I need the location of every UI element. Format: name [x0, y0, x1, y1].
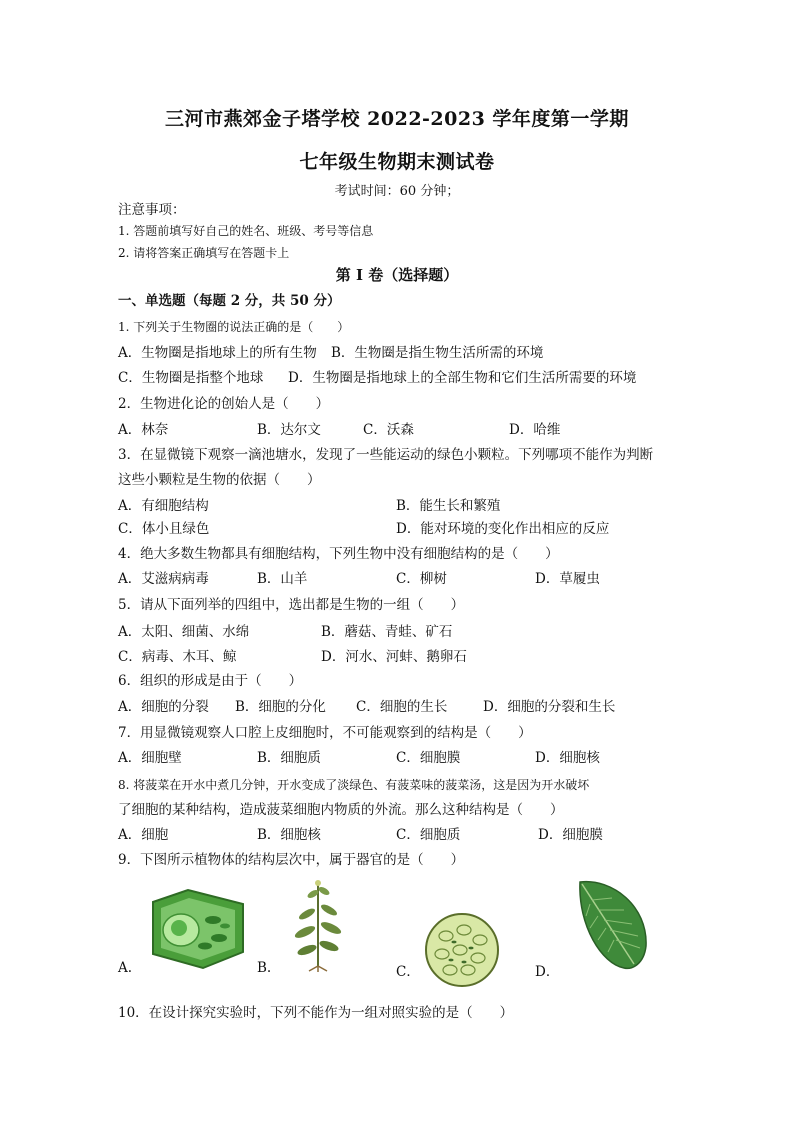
option: C．沃森	[363, 422, 414, 438]
exam-title: 三河市燕郊金子塔学校 2022-2023 学年度第一学期	[165, 108, 629, 130]
option: B．细胞的分化	[235, 699, 326, 715]
option: C．生物圈是指整个地球	[118, 370, 264, 386]
option: D．哈维	[509, 422, 561, 438]
option: A．细胞壁	[118, 750, 182, 766]
option: A．有细胞结构	[118, 498, 209, 514]
option: B．蘑菇、青蛙、矿石	[321, 624, 453, 640]
option: A．林奈	[118, 422, 169, 438]
option: C．体小且绿色	[118, 521, 210, 537]
option: A．艾滋病病毒	[118, 571, 209, 587]
whole-plant-image	[283, 876, 353, 972]
option: D．能对环境的变化作出相应的反应	[396, 521, 610, 537]
option-label: D．	[535, 964, 560, 980]
question-stem: 这些小颗粒是生物的依据（ ）	[118, 472, 321, 488]
option: A．生物圈是指地球上的所有生物	[118, 345, 317, 361]
question-stem: 8. 将菠菜在开水中煮几分钟，开水变成了淡绿色、有菠菜味的菠菜汤，这是因为开水破坏	[118, 778, 590, 792]
part-title: 一、单选题（每题 2 分，共 50 分）	[118, 293, 341, 309]
question-stem: 6．组织的形成是由于（ ）	[118, 673, 303, 689]
option: A．太阳、细菌、水绵	[118, 624, 250, 640]
option: C．细胞膜	[396, 750, 461, 766]
option: A．细胞的分裂	[118, 699, 209, 715]
option: B．达尔文	[257, 422, 321, 438]
exam-time: 考试时间：60 分钟；	[334, 184, 460, 199]
option: D．草履虫	[535, 571, 600, 587]
option: C．细胞质	[396, 827, 461, 843]
question-stem: 4．绝大多数生物都具有细胞结构，下列生物中没有细胞结构的是（ ）	[118, 546, 559, 562]
question-stem: 3．在显微镜下观察一滴池塘水，发现了一些能运动的绿色小颗粒。下列哪项不能作为判断	[118, 447, 654, 463]
question-stem: 10．在设计探究实验时，下列不能作为一组对照实验的是（ ）	[118, 1005, 514, 1021]
option: D．细胞膜	[538, 827, 603, 843]
option: C．细胞的生长	[356, 699, 448, 715]
question-stem: 5．请从下面列举的四组中，选出都是生物的一组（ ）	[118, 597, 465, 613]
volume-title: 第 I 卷（选择题）	[335, 266, 459, 284]
option: A．细胞	[118, 827, 169, 843]
note-item: 1. 答题前填写好自己的姓名、班级、考号等信息	[118, 224, 374, 238]
option: B．山羊	[257, 571, 308, 587]
question-stem: 2．生物进化论的创始人是（ ）	[118, 396, 330, 412]
exam-subtitle: 七年级生物期末测试卷	[299, 151, 495, 173]
option: D．细胞的分裂和生长	[483, 699, 616, 715]
option-label: A.	[118, 960, 133, 976]
option: C．柳树	[396, 571, 447, 587]
leaf-image	[572, 876, 652, 972]
plant-cell-image	[143, 882, 253, 972]
option: D．河水、河蚌、鹅卵石	[321, 649, 467, 665]
option-label: B.	[257, 960, 272, 976]
option: C．病毒、木耳、鲸	[118, 649, 237, 665]
note-item: 2. 请将答案正确填写在答题卡上	[118, 246, 290, 260]
option: B．生物圈是指生物生活所需的环境	[331, 345, 544, 361]
question-stem: 了细胞的某种结构，造成菠菜细胞内物质的外流。那么这种结构是（ ）	[118, 802, 564, 818]
option: B．细胞质	[257, 750, 321, 766]
option-label: C．	[396, 964, 420, 980]
option: B．能生长和繁殖	[396, 498, 501, 514]
leaf-tissue-image	[424, 912, 500, 988]
question-stem: 7．用显微镜观察人口腔上皮细胞时，不可能观察到的结构是（ ）	[118, 725, 532, 741]
notes-heading: 注意事项：	[118, 202, 186, 218]
question-stem: 1. 下列关于生物圈的说法正确的是（ ）	[118, 320, 350, 334]
option: B．细胞核	[257, 827, 321, 843]
option: D．细胞核	[535, 750, 600, 766]
option: D．生物圈是指地球上的全部生物和它们生活所需要的环境	[288, 370, 637, 386]
question-stem: 9．下图所示植物体的结构层次中，属于器官的是（ ）	[118, 852, 465, 868]
